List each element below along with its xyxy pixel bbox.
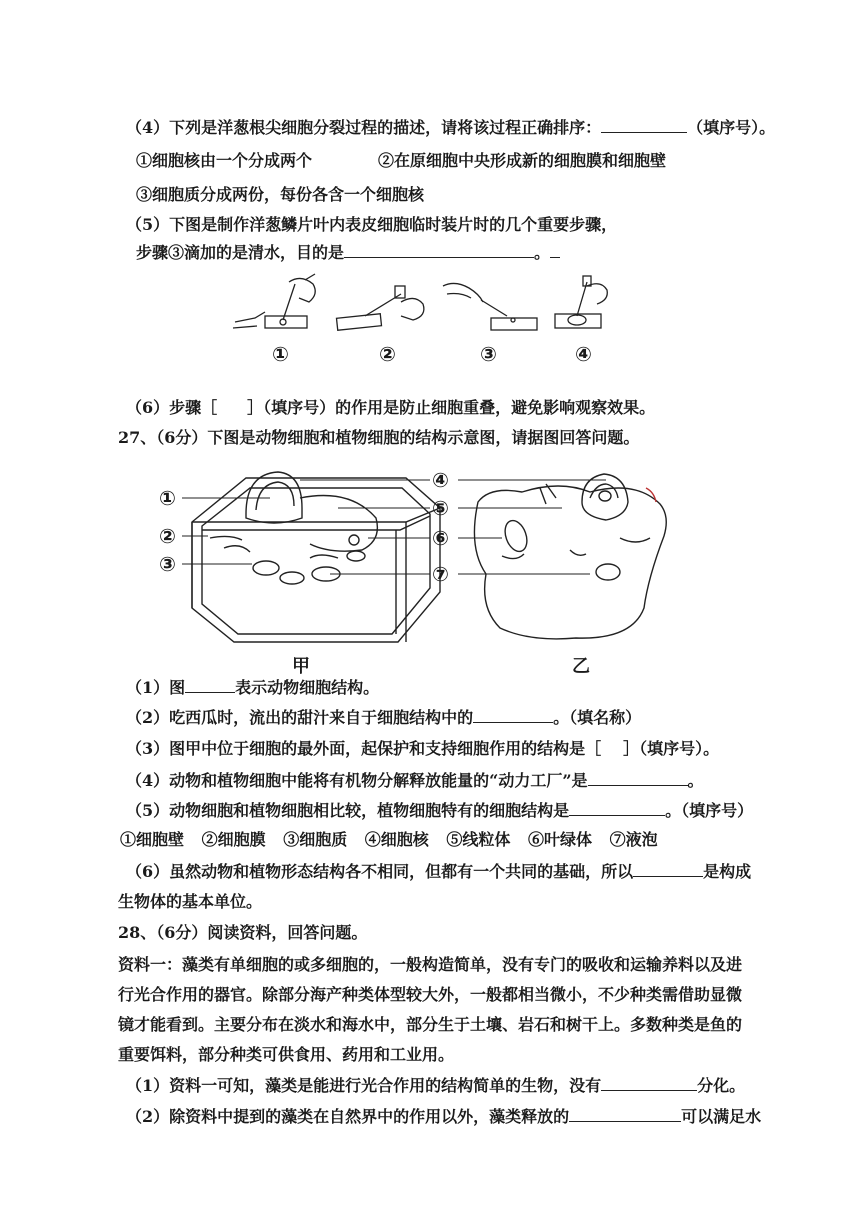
q28-part1-line — [126, 1074, 745, 1097]
q28-material-line3: 镜才能看到。主要分布在淡水和海水中，部分生于土壤、岩石和树干上。多数种类是鱼的 — [118, 1015, 743, 1034]
q26-part5-tail — [550, 241, 560, 258]
cell-label-7: ⑦ — [432, 562, 449, 586]
q27-part5-prompt: （5）动物细胞和植物细胞相比较，植物细胞特有的细胞结构是 — [126, 801, 570, 820]
q27-part6-line2: 生物体的基本单位。 — [118, 892, 263, 911]
q26-part5-answer-blank[interactable] — [344, 241, 534, 258]
step2-illustration — [336, 286, 423, 330]
q27-part4-prompt: （4）动物和植物细胞中能将有机物分解释放能量的“动力工厂”是 — [126, 771, 588, 790]
figure-label-jia: 甲 — [292, 656, 310, 677]
option-vacuole: ⑦液泡 — [609, 830, 658, 849]
q26-part6-suffix: ］（填序号）的作用是防止细胞重叠，避免影响观察效果。 — [247, 398, 656, 417]
q27-part2-prompt: （2）吃西瓜时，流出的甜汁来自于细胞结构中的 — [126, 708, 474, 727]
q26-part5-line2 — [136, 241, 560, 264]
q27-part3-line — [126, 738, 719, 760]
q26-part4-prompt: （4）下列是洋葱根尖细胞分裂过程的描述，请将该过程正确排序： — [126, 118, 602, 137]
figure-label-yi: 乙 — [572, 656, 590, 677]
q27-part6-line — [126, 860, 751, 883]
q28-part2-prompt: （2）除资料中提到的藻类在自然界中的作用以外，藻类释放的 — [126, 1107, 570, 1126]
step-label-3: ③ — [480, 342, 497, 366]
slide-preparation-steps-figure — [225, 272, 625, 342]
q27-part2-suffix: 。（填名称） — [553, 708, 642, 727]
q26-part6-prompt: （6）步骤［ — [126, 398, 218, 417]
q26-part4-line — [126, 116, 775, 139]
q27-part3-prompt: （3）图甲中位于细胞的最外面，起保护和支持细胞作用的结构是［ — [126, 739, 602, 758]
q27-options-row — [120, 829, 658, 851]
q28-part2-line — [126, 1105, 761, 1128]
q28-part2-answer-blank[interactable] — [569, 1105, 681, 1122]
cell-label-5: ⑤ — [432, 496, 449, 520]
q26-part5-end: 。 — [534, 243, 551, 262]
animal-cell-drawing — [474, 474, 666, 639]
step-label-1: ① — [272, 342, 289, 366]
q28-part1-suffix: 分化。 — [697, 1076, 746, 1095]
q28-part1-prompt: （1）资料一可知，藻类是能进行光合作用的结构简单的生物，没有 — [126, 1076, 602, 1095]
q27-header: 27、（6分）下图是动物细胞和植物细胞的结构示意图，请据图回答问题。 — [118, 428, 640, 447]
option-nucleus: ④细胞核 — [364, 830, 429, 849]
q28-material-line4: 重要饵料，部分种类可供食用、药用和工业用。 — [118, 1045, 455, 1064]
q27-part1-suffix: 表示动物细胞结构。 — [235, 678, 380, 697]
q28-part2-suffix: 可以满足水 — [681, 1107, 762, 1126]
step1-illustration — [233, 274, 315, 328]
cell-label-2: ② — [159, 524, 176, 548]
q27-part2-line — [126, 706, 641, 729]
q27-part2-answer-blank[interactable] — [473, 706, 553, 723]
option-mitochondria: ⑤线粒体 — [446, 830, 511, 849]
q27-part3-suffix: ］（填序号）。 — [623, 739, 720, 758]
option-cell-wall: ①细胞壁 — [120, 830, 185, 849]
q27-part6-answer-blank[interactable] — [633, 860, 703, 877]
q27-part4-line — [126, 769, 704, 792]
q26-part4-answer-blank[interactable] — [601, 116, 687, 133]
step4-illustration — [555, 276, 607, 328]
q26-part4-suffix: （填序号）。 — [687, 118, 776, 137]
step-label-2: ② — [379, 342, 396, 366]
option-cytoplasm: ③细胞质 — [283, 830, 348, 849]
cell-label-3: ③ — [159, 552, 176, 576]
step3-illustration — [443, 283, 537, 330]
q27-part4-suffix: 。 — [687, 771, 704, 790]
cell-label-6: ⑥ — [432, 526, 449, 550]
q27-part6-prompt: （6）虽然动物和植物形态结构各不相同，但都有一个共同的基础，所以 — [126, 862, 634, 881]
q27-part1-line — [126, 676, 379, 699]
q28-material-line2: 行光合作用的器官。除部分海产种类体型较大外，一般都相当微小，不少种类需借助显微 — [118, 985, 743, 1004]
cell-label-1: ① — [159, 486, 176, 510]
q26-part4-option3: ③细胞质分成两份，每份各含一个细胞核 — [136, 185, 425, 204]
q27-part6-suffix: 是构成 — [703, 862, 752, 881]
q28-material-line1: 资料一：藻类有单细胞的或多细胞的，一般构造简单，没有专门的吸收和运输养料以及进 — [118, 955, 743, 974]
q26-part5-prompt: 步骤③滴加的是清水，目的是 — [136, 243, 345, 262]
step-label-4: ④ — [575, 342, 592, 366]
q28-part1-answer-blank[interactable] — [601, 1074, 697, 1091]
q27-part1-prompt: （1）图 — [126, 678, 186, 697]
q26-part5-line1: （5）下图是制作洋葱鳞片叶内表皮细胞临时装片时的几个重要步骤， — [126, 215, 618, 234]
option-chloroplast: ⑥叶绿体 — [527, 830, 592, 849]
cell-label-4: ④ — [432, 468, 449, 492]
q27-part5-answer-blank[interactable] — [569, 799, 665, 816]
q27-part1-answer-blank[interactable] — [185, 676, 235, 693]
option-cell-membrane: ②细胞膜 — [201, 830, 266, 849]
q26-part6-line — [126, 397, 655, 419]
q26-part4-option2: ②在原细胞中央形成新的细胞膜和细胞壁 — [378, 151, 667, 170]
q27-part5-line — [126, 799, 753, 822]
q27-part4-answer-blank[interactable] — [588, 769, 688, 786]
q27-part5-suffix: 。（填序号） — [665, 801, 754, 820]
q28-header: 28、（6分）阅读资料，回答问题。 — [118, 923, 368, 942]
q26-part4-option1: ①细胞核由一个分成两个 — [136, 151, 313, 170]
cell-structure-diagram — [150, 458, 710, 668]
